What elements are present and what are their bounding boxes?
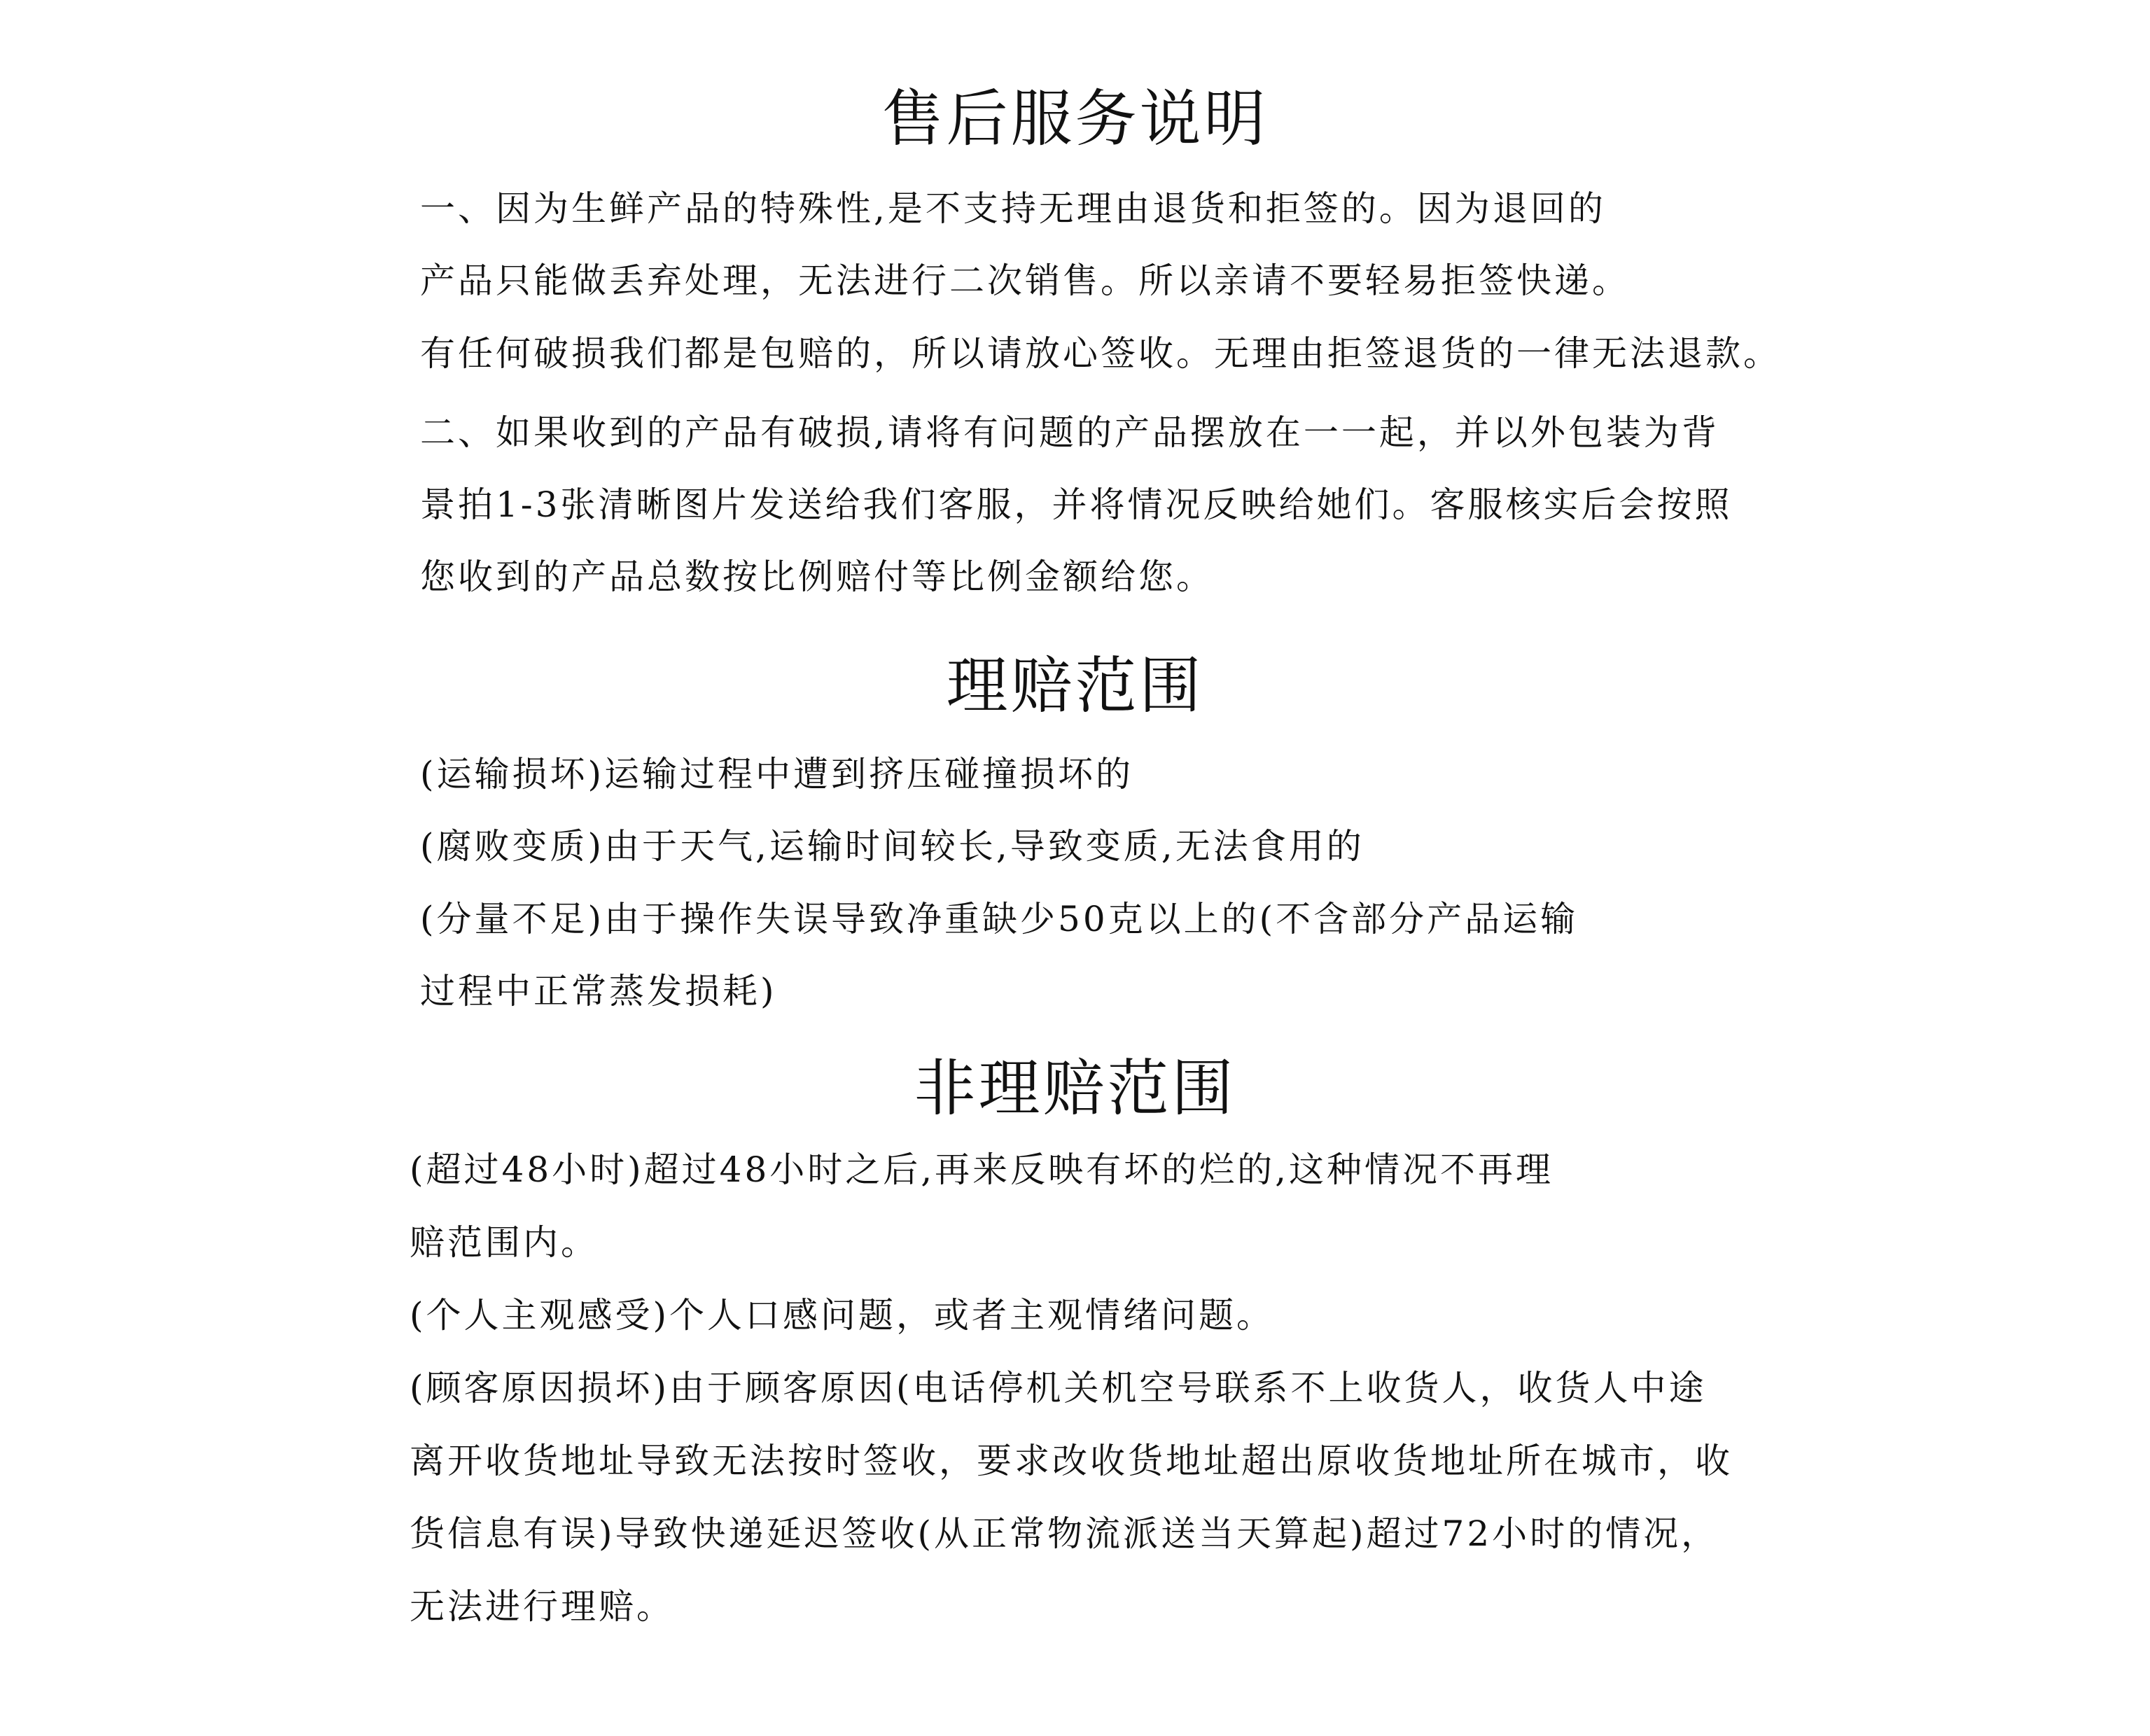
text-line: 过程中正常蒸发损耗)	[420, 971, 777, 1011]
title-claim-scope: 理赔范围	[946, 650, 1204, 722]
text-line: 有任何破损我们都是包赔的，所以请放心签收。无理由拒签退货的一律无法退款。	[420, 333, 1781, 374]
title-after-sales-service: 售后服务说明	[881, 83, 1269, 155]
text-line: (分量不足)由于操作失误导致净重缺少50克以上的(不含部分产品运输	[420, 899, 1579, 939]
text-line: 赔范围内。	[410, 1222, 599, 1263]
text-line: (腐败变质)由于天气,运输时间较长,导致变质,无法食用的	[420, 826, 1364, 867]
text-line: 景拍1-3张清晰图片发送给我们客服，并将情况反映给她们。客服核实后会按照	[420, 484, 1733, 525]
text-line: (超过48小时)超过48小时之后,再来反映有坏的烂的,这种情况不再理	[410, 1149, 1554, 1190]
text-line: 您收到的产品总数按比例赔付等比例金额给您。	[420, 556, 1214, 597]
text-line: 二、如果收到的产品有破损,请将有问题的产品摆放在一一起，并以外包装为背	[420, 412, 1719, 453]
text-line: 货信息有误)导致快递延迟签收(从正常物流派送当天算起)超过72小时的情况，	[410, 1513, 1719, 1554]
text-line: (顾客原因损坏)由于顾客原因(电话停机关机空号联系不上收货人，收货人中途	[410, 1368, 1707, 1408]
title-non-claim-scope: 非理赔范围	[914, 1052, 1236, 1124]
text-line: (运输损坏)运输过程中遭到挤压碰撞损坏的	[420, 754, 1134, 794]
text-line: 一、因为生鲜产品的特殊性,是不支持无理由退货和拒签的。因为退回的	[420, 188, 1606, 229]
text-line: 产品只能做丢弃处理，无法进行二次销售。所以亲请不要轻易拒签快递。	[420, 260, 1630, 301]
text-line: 离开收货地址导致无法按时签收，要求改收货地址超出原收货地址所在城市，收	[410, 1441, 1733, 1481]
text-line: 无法进行理赔。	[410, 1586, 674, 1627]
text-line: (个人主观感受)个人口感问题，或者主观情绪问题。	[410, 1295, 1275, 1336]
